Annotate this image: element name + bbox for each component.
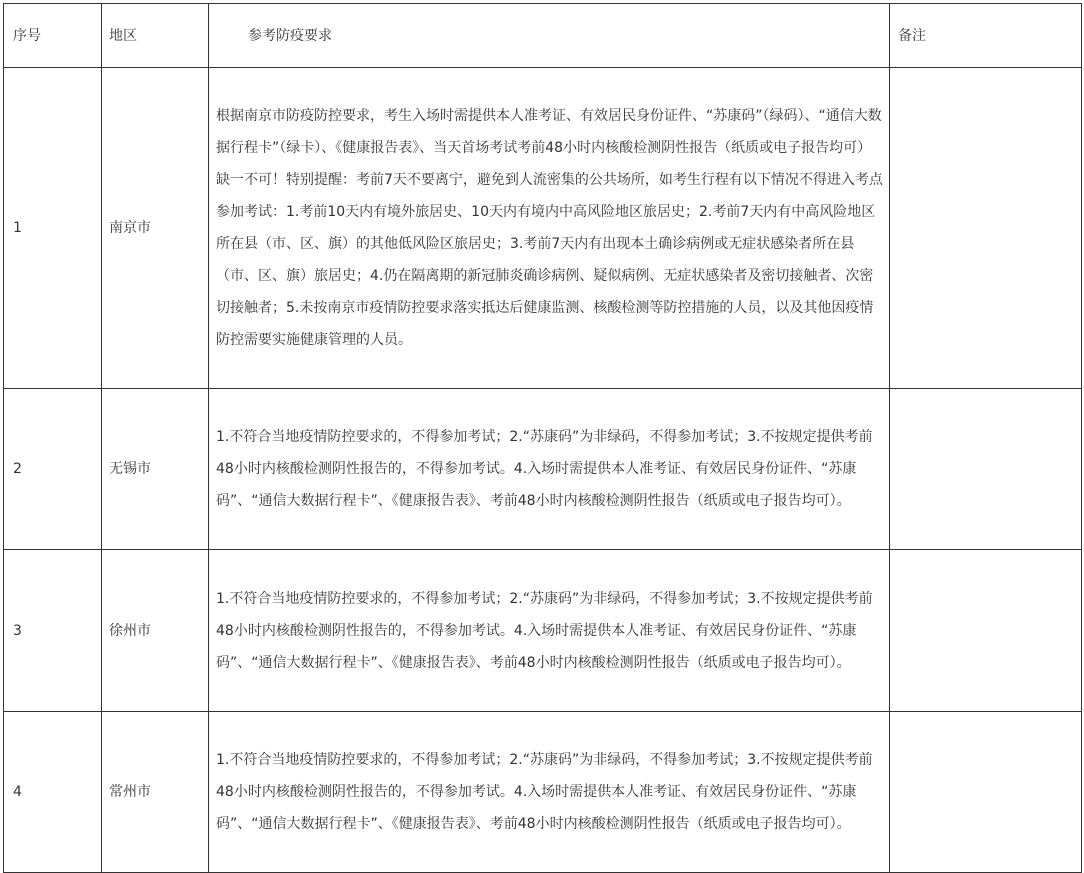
table-row [4,550,1082,712]
row-region: 南京市 [102,68,209,389]
row-requirements: 根据南京市防疫防控要求，考生入场时需提供本人准考证、有效居民身份证件、“苏康码”（绿码）、“通信大数据行程卡”（绿卡）、《健康报告表》、当天首场考试考前48小时内核酸检测阴性报告（纸质或电子报告均可）缺一不可！特别提醒：考前7天不要离宁，避免到人流密集的公共场所，如考生行程有以下情况不得进入考点参加考试：1.考前10天内有境外旅居史、10天内有境内中高风险地区旅居史；2.考前7天内有中高风险地区所在县（市、区、旗）的其他低风险区旅居史；3.考前7天内有出现本土确诊病例或无症状感染者所在县（市、区、旗）旅居史；4.仍在隔离期的新冠肺炎确诊病例、疑似病例、无症状感染者及密切接触者、次密切接触者；5.未按南京市疫情防控要求落实抵达后健康监测、核酸检测等防控措施的人员，以及其他因疫情防控需要实施健康管理的人员。 [209,68,890,389]
row-serial-number: 3 [4,550,102,712]
header-requirements: 参考防疫要求 [209,4,890,68]
table-row [4,68,1082,389]
row-region: 无锡市 [102,389,209,550]
epidemic-requirements-table [3,3,1082,873]
row-serial-number: 4 [4,712,102,873]
row-serial-number: 1 [4,68,102,389]
row-note [890,712,1082,873]
table-row [4,389,1082,550]
header-region: 地区 [102,4,209,68]
table-row [4,712,1082,873]
row-region: 徐州市 [102,550,209,712]
row-note [890,68,1082,389]
row-requirements: 1.不符合当地疫情防控要求的，不得参加考试；2.“苏康码”为非绿码，不得参加考试；3.不按规定提供考前48小时内核酸检测阴性报告的，不得参加考试。4.入场时需提供本人准考证、有效居民身份证件、“苏康码”、“通信大数据行程卡”、《健康报告表》、考前48小时内核酸检测阴性报告（纸质或电子报告均可）。 [209,389,890,550]
table-header-row [4,4,1082,68]
header-note: 备注 [890,4,1082,68]
row-region: 常州市 [102,712,209,873]
row-serial-number: 2 [4,389,102,550]
row-requirements: 1.不符合当地疫情防控要求的，不得参加考试；2.“苏康码”为非绿码，不得参加考试；3.不按规定提供考前48小时内核酸检测阴性报告的，不得参加考试。4.入场时需提供本人准考证、有效居民身份证件、“苏康码”、“通信大数据行程卡”、《健康报告表》、考前48小时内核酸检测阴性报告（纸质或电子报告均可）。 [209,550,890,712]
row-requirements: 1.不符合当地疫情防控要求的，不得参加考试；2.“苏康码”为非绿码，不得参加考试；3.不按规定提供考前48小时内核酸检测阴性报告的，不得参加考试。4.入场时需提供本人准考证、有效居民身份证件、“苏康码”、“通信大数据行程卡”、《健康报告表》、考前48小时内核酸检测阴性报告（纸质或电子报告均可）。 [209,712,890,873]
row-note [890,550,1082,712]
row-note [890,389,1082,550]
header-serial-number: 序号 [4,4,102,68]
